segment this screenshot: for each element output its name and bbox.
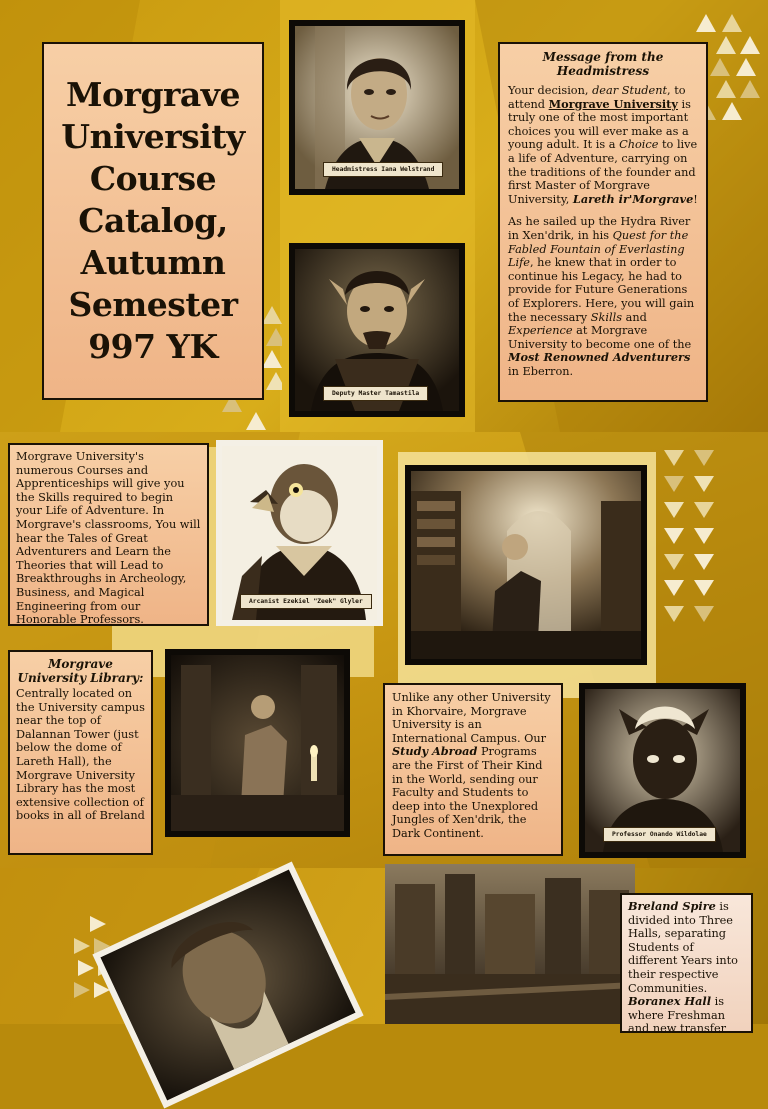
breland-spire-card — [620, 893, 753, 1036]
triangle-pattern-right — [664, 450, 720, 640]
deputy-caption: Deputy Master Tamastila — [323, 386, 428, 401]
library-illustration — [411, 471, 641, 659]
headmistress-message-card — [498, 42, 708, 402]
campus-city-photo — [385, 864, 635, 1024]
librarian-illustration — [171, 655, 344, 831]
headmistress-message-paragraph-1: Your decision, dear Student, to attend Morgrave University is truly one of the most important choices you will ever make as a young adult. It is a Choice to live a life of Adventure, carrying on the traditions of the founder and first Master of Morgrave University, Lareth ir'Morgrave! — [508, 84, 698, 206]
courses-info-text: Morgrave University's numerous Courses and Apprenticeships will give you the Skills required to begin your Life of Adventure. In Morgrave's classrooms, You will hear the Tales of Great Adventurers and Learn the Theories that will Lead to Breakthroughs in Archeology, Business, and Magical Engineering from our Honorable Professors. — [16, 450, 201, 627]
campus-city-illustration — [385, 864, 635, 1024]
library-heading: Morgrave University Library: — [17, 657, 144, 685]
headmistress-portrait — [289, 20, 465, 195]
morgrave-university-link[interactable]: Morgrave University — [548, 96, 678, 111]
headmistress-message-heading: Message from the Headmistress — [542, 50, 664, 78]
library-scene-photo — [405, 465, 647, 665]
professor-portrait — [579, 683, 746, 858]
arcanist-caption: Arcanist Ezekiel "Zeek" Glyler — [240, 594, 372, 609]
page-title: Morgrave University Course Catalog, Autumn Semester 997 YK — [61, 75, 245, 366]
library-info-card — [8, 650, 153, 855]
breland-spire-text: Breland Spire is divided into Three Halls, separating Students of different Years into their respective Communities. Boranex Hall is where Freshman and new transfer — [628, 899, 738, 1036]
librarian-scene-photo — [165, 649, 350, 837]
library-text: Centrally located on the University campus near the top of Dalannan Tower (just below the dome of Lareth Hall), the Morgrave University Library has the most extensive collection of books in all of Breland — [16, 687, 145, 823]
arcanist-portrait — [216, 440, 383, 626]
study-abroad-text: Unlike any other University in Khorvaire, Morgrave University is an International Campus. Our Study Abroad Programs are the First of Their Kind in the World, sending our Faculty and Students to deep into the Unexplored Jungles of Xen'drik, the Dark Continent. — [392, 691, 551, 840]
catalog-title-card — [42, 42, 264, 400]
professor-caption: Professor Onando Wildolae — [603, 827, 716, 842]
deputy-portrait — [289, 243, 465, 417]
study-abroad-card — [383, 683, 563, 856]
courses-info-card — [8, 443, 209, 626]
headmistress-message-paragraph-2: As he sailed up the Hydra River in Xen'drik, in his Quest for the Fabled Fountain of Everlasting Life, he knew that in order to continue his Legacy, he had to provide for Future Generations of Explorers. Here, you will gain the necessary Skills and Experience at Morgrave University to become one of the Most Renowned Adventurers in Eberron. — [508, 215, 695, 378]
headmistress-caption: Headmistress Iana Welstrand — [323, 162, 443, 177]
